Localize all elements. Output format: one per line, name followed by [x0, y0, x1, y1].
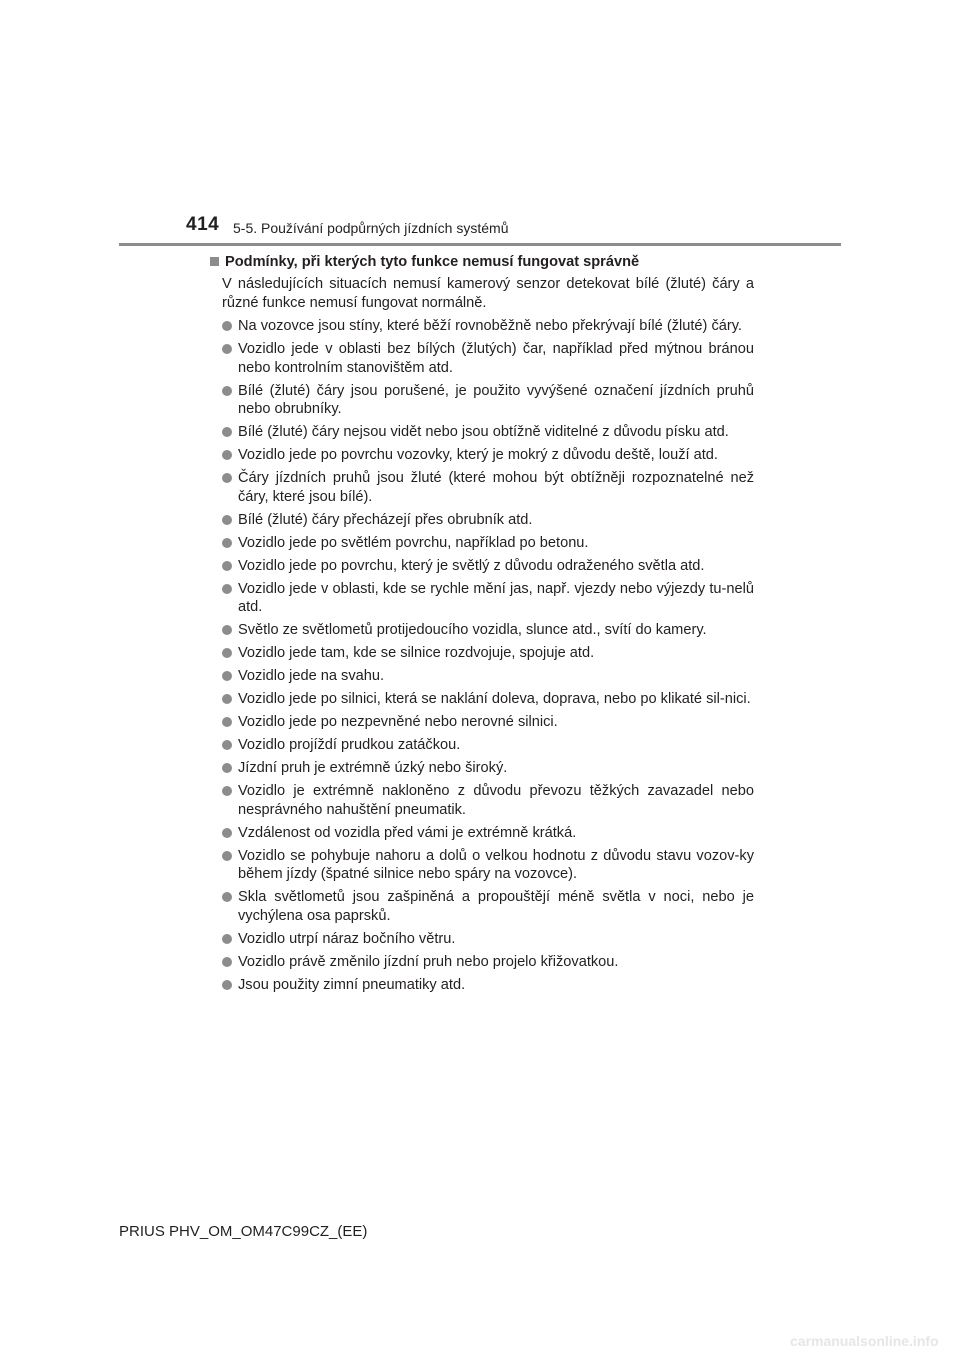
bullet-dot-icon: [222, 934, 232, 944]
section-title: 5-5. Používání podpůrných jízdních systémů: [233, 220, 509, 236]
bullet-dot-icon: [222, 450, 232, 460]
list-item: [222, 690, 754, 709]
list-item: [222, 382, 754, 419]
list-item-text: Vozidlo jede v oblasti bez bílých (žlutých) čar, například před mýtnou bránou nebo kontrolním stanovištěm atd.: [238, 341, 754, 376]
bullet-dot-icon: [222, 740, 232, 750]
list-item: [222, 446, 754, 465]
bullet-dot-icon: [222, 671, 232, 681]
list-item-text: Vozidlo utrpí náraz bočního větru.: [238, 930, 456, 947]
list-item-text: Vozidlo jede po nezpevněné nebo nerovné silnici.: [238, 714, 558, 730]
list-item-text: Skla světlometů jsou zašpiněná a propouštějí méně světla v noci, nebo je vychýlena osa paprsků.: [238, 889, 754, 924]
list-item: [222, 824, 754, 843]
bullet-dot-icon: [222, 625, 232, 635]
list-item: [222, 511, 754, 530]
bullet-dot-icon: [222, 828, 232, 838]
list-item: [222, 580, 754, 617]
condition-list: [222, 317, 754, 994]
bullet-dot-icon: [222, 957, 232, 967]
list-item-text: Vozidlo jede tam, kde se silnice rozdvojuje, spojuje atd.: [238, 645, 595, 661]
list-item: [222, 423, 754, 442]
list-item: [222, 534, 754, 553]
list-item-text: Vozidlo jede po povrchu, který je světlý z důvodu odraženého světla atd.: [238, 557, 705, 574]
list-item-text: Vzdálenost od vozidla před vámi je extrémně krátká.: [238, 824, 577, 841]
list-item-text: Vozidlo je extrémně nakloněno z důvodu převozu těžkých zavazadel nebo nesprávného nahuštění pneumatik.: [238, 783, 754, 818]
list-item-text: Na vozovce jsou stíny, které běží rovnoběžně nebo překrývají bílé (žluté) čáry.: [238, 318, 742, 334]
bullet-dot-icon: [222, 892, 232, 902]
bullet-dot-icon: [222, 321, 232, 331]
list-item: [222, 340, 754, 377]
list-item: [222, 736, 754, 755]
list-item-text: Jízdní pruh je extrémně úzký nebo široký.: [238, 760, 508, 776]
list-item: [222, 667, 754, 686]
list-item-text: Vozidlo jede po povrchu vozovky, který je mokrý z důvodu deště, louží atd.: [238, 447, 718, 463]
list-item: [222, 847, 754, 884]
list-item: [222, 759, 754, 778]
list-item: [222, 317, 754, 336]
section-heading: [208, 252, 754, 272]
bullet-dot-icon: [222, 648, 232, 658]
list-item: [222, 469, 754, 506]
bullet-dot-icon: [222, 980, 232, 990]
bullet-dot-icon: [222, 561, 232, 571]
list-item-text: Bílé (žluté) čáry nejsou vidět nebo jsou obtížně viditelné z důvodu písku atd.: [238, 424, 729, 440]
list-item: [222, 644, 754, 663]
bullet-dot-icon: [222, 344, 232, 354]
list-item-text: Vozidlo jede na svahu.: [238, 668, 385, 684]
intro-paragraph: V následujících situacích nemusí kamerový senzor detekovat bílé (žluté) čáry a různé funkce nemusí fungovat normálně.: [222, 276, 754, 311]
list-item-text: Čáry jízdních pruhů jsou žluté (které mohou být obtížněji rozpoznatelné než čáry, které jsou bílé).: [238, 470, 754, 505]
list-item-text: Vozidlo právě změnilo jízdní pruh nebo projelo křižovatkou.: [238, 953, 619, 970]
bullet-dot-icon: [222, 851, 232, 861]
bullet-dot-icon: [222, 386, 232, 396]
list-item: [222, 782, 754, 819]
bullet-dot-icon: [222, 763, 232, 773]
list-item-text: Bílé (žluté) čáry jsou porušené, je použito vyvýšené označení jízdních pruhů nebo obrubníky.: [238, 382, 754, 417]
bullet-dot-icon: [222, 786, 232, 796]
bullet-dot-icon: [222, 717, 232, 727]
list-item-text: Světlo ze světlometů protijedoucího vozidla, slunce atd., svítí do kamery.: [238, 622, 707, 638]
list-item-text: Bílé (žluté) čáry přecházejí přes obrubník atd.: [238, 511, 533, 528]
bullet-dot-icon: [222, 473, 232, 483]
header-divider: [119, 243, 841, 246]
bullet-dot-icon: [222, 584, 232, 594]
content-area: [208, 252, 754, 999]
list-item-text: Vozidlo jede po silnici, která se naklání doleva, doprava, nebo po klikaté sil-nici.: [238, 691, 751, 707]
list-item: [222, 953, 754, 972]
list-item-text: Vozidlo se pohybuje nahoru a dolů o velkou hodnotu z důvodu stavu vozov-ky během jízdy (špatné silnice nebo spáry na vozovce).: [238, 847, 754, 882]
list-item: [222, 930, 754, 949]
bullet-dot-icon: [222, 694, 232, 704]
list-item: [222, 976, 754, 995]
list-item: [222, 888, 754, 925]
bullet-dot-icon: [222, 515, 232, 525]
watermark: carmanualsonline.info: [790, 1333, 939, 1349]
list-item-text: Vozidlo projíždí prudkou zatáčkou.: [238, 737, 461, 753]
bullet-dot-icon: [222, 538, 232, 548]
list-item: [222, 621, 754, 640]
bullet-dot-icon: [222, 427, 232, 437]
document-code: PRIUS PHV_OM_OM47C99CZ_(EE): [119, 1223, 368, 1240]
list-item-text: Vozidlo jede po světlém povrchu, například po betonu.: [238, 534, 589, 551]
list-item-text: Jsou použity zimní pneumatiky atd.: [238, 976, 466, 993]
list-item: [222, 713, 754, 732]
square-bullet-icon: [210, 257, 219, 266]
list-item: [222, 557, 754, 576]
page-number: 414: [186, 214, 220, 235]
section-heading-text: Podmínky, při kterých tyto funkce nemusí fungovat správně: [225, 254, 640, 270]
list-item-text: Vozidlo jede v oblasti, kde se rychle mění jas, např. vjezdy nebo výjezdy tu-nelů atd.: [238, 580, 754, 615]
